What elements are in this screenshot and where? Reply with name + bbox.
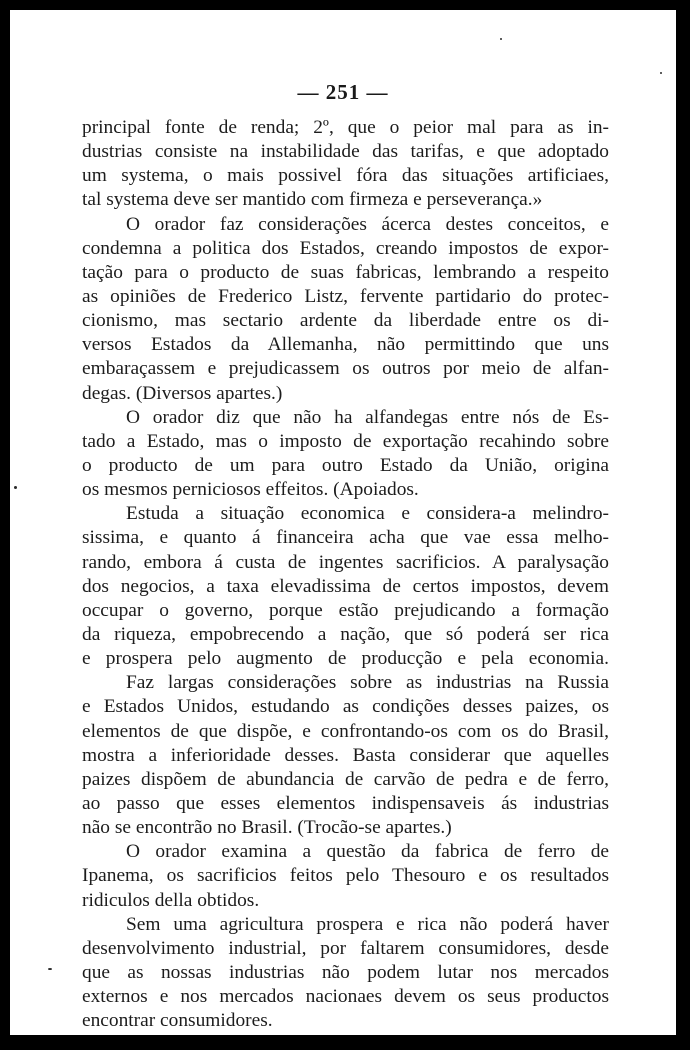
text-line: versos Estados da Allemanha, não permittindo que uns — [82, 334, 609, 356]
text-line: as opiniões de Frederico Listz, fervente partidario do protec- — [82, 285, 609, 307]
text-line: principal fonte de renda; 2º, que o peior mal para as in- — [82, 117, 609, 138]
paragraph-4 — [82, 502, 609, 671]
text-line: sissima, e quanto á financeira acha que vae essa melho- — [82, 527, 609, 549]
paragraph-2 — [82, 213, 609, 406]
scan-speck — [14, 486, 17, 489]
text-line: elementos de que dispõe, e confrontando-os com os do Brasil, — [82, 720, 609, 742]
page-number: — 251 — — [297, 80, 389, 104]
text-line: dos negocios, a taxa elevadissima de certos impostos, devem — [82, 575, 609, 597]
text-line: O orador faz considerações ácerca destes conceitos, e — [126, 213, 609, 235]
text-line: Sem uma agricultura prospera e rica não poderá haver — [126, 913, 609, 935]
text-line: desenvolvimento industrial, por faltarem consumidores, desde — [82, 937, 609, 959]
body-text — [82, 116, 609, 1033]
text-line: tal systema deve ser mantido com firmeza e perseverança.» — [82, 189, 543, 211]
text-line: o producto de um para outro Estado da União, origina — [82, 454, 609, 476]
text-line: Ipanema, os sacrificios feitos pelo Thesouro e os resultados — [82, 865, 609, 887]
text-line: externos e nos mercados nacionaes devem os seus productos — [82, 986, 609, 1008]
text-line: não se encontrão no Brasil. (Trocão-se apartes.) — [82, 817, 452, 839]
text-line: dustrias consiste na instabilidade das tarifas, e que adoptado — [82, 141, 609, 163]
text-line: occupar o governo, porque estão prejudicando a formação — [82, 599, 609, 621]
scan-speck — [660, 72, 662, 74]
text-line: da riqueza, empobrecendo a nação, que só poderá ser rica — [82, 623, 609, 645]
text-line: mostra a inferioridade desses. Basta considerar que aquelles — [82, 744, 609, 766]
text-line: Estuda a situação economica e considera-a melindro- — [126, 503, 609, 525]
paragraph-5 — [82, 671, 609, 840]
text-line: que as nossas industrias não podem lutar nos mercados — [82, 961, 609, 983]
text-line: tado a Estado, mas o imposto de exportação recahindo sobre — [82, 430, 609, 452]
text-line: condemna a politica dos Estados, creando impostos de expor- — [82, 237, 609, 259]
text-line: e Estados Unidos, estudando as condições desses paizes, os — [82, 696, 609, 718]
paragraph-7 — [82, 913, 609, 1034]
scan-speck — [500, 38, 502, 40]
paragraph-3 — [82, 406, 609, 503]
text-line: os mesmos perniciosos effeitos. (Apoiados. — [82, 479, 419, 501]
text-line: O orador diz que não ha alfandegas entre nós de Es- — [126, 406, 609, 428]
text-line: paizes dispõem de abundancia de carvão de pedra e de ferro, — [82, 768, 609, 790]
text-line: ao passo que esses elementos indispensaveis ás industrias — [82, 792, 609, 814]
text-line: cionismo, mas sectario ardente da liberdade entre os di- — [82, 310, 609, 332]
scan-speck — [48, 968, 52, 970]
text-line: O orador examina a questão da fabrica de ferro de — [126, 841, 609, 863]
paragraph-1 — [82, 116, 609, 213]
text-line: ridiculos della obtidos. — [82, 889, 260, 911]
text-line: embaraçassem e prejudicassem os outros por meio de alfan- — [82, 358, 609, 380]
text-line: um systema, o mais possivel fóra das situações artificiaes, — [82, 165, 609, 187]
text-line: rando, embora á custa de ingentes sacrificios. A paralysação — [82, 551, 609, 573]
paragraph-6 — [82, 840, 609, 912]
text-line: Faz largas considerações sobre as industrias na Russia — [126, 672, 609, 694]
document-page — [10, 10, 676, 1035]
text-line: tação para o producto de suas fabricas, lembrando a respeito — [82, 261, 609, 283]
text-line: degas. (Diversos apartes.) — [82, 382, 283, 404]
text-line: encontrar consumidores. — [82, 1010, 273, 1032]
text-line: e prospera pelo augmento de producção e pela economia. — [82, 648, 609, 670]
